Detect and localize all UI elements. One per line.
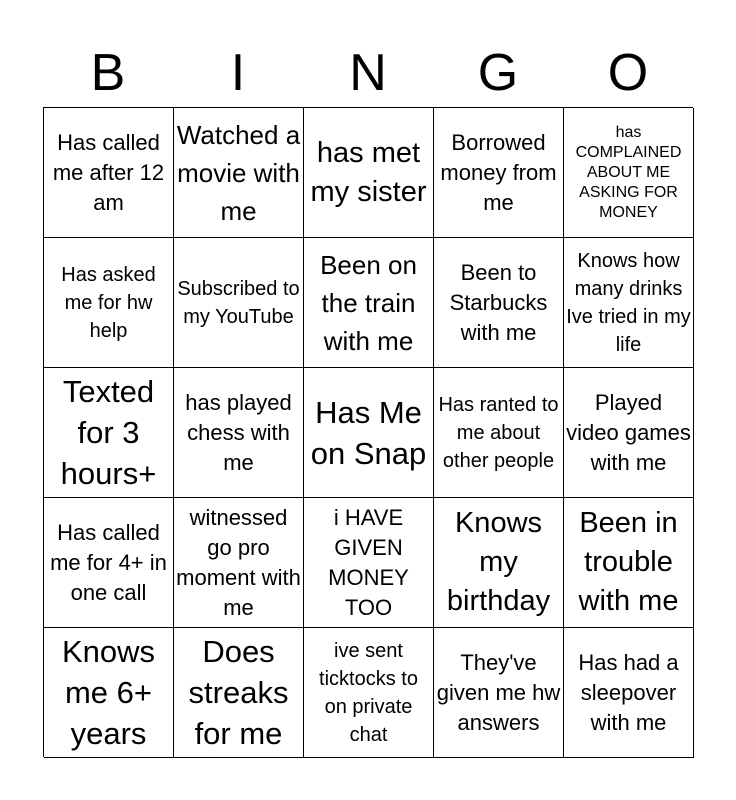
bingo-cell-text: Has Me on Snap — [310, 394, 427, 471]
bingo-cell[interactable] — [564, 108, 694, 238]
header-letter-o: O — [607, 44, 649, 102]
bingo-cell-text: Been to Starbucks with me — [449, 259, 548, 345]
bingo-cell[interactable] — [434, 238, 564, 368]
bingo-cell-text: Knows how many drinks Ive tried in my life — [566, 249, 691, 356]
bingo-cell[interactable] — [174, 108, 304, 238]
bingo-cell-text: Played video games with me — [566, 389, 691, 475]
bingo-cell[interactable] — [434, 498, 564, 628]
bingo-cell-text: Been in trouble with me — [578, 507, 679, 617]
bingo-cell-text: has COMPLAINED ABOUT ME ASKING FOR MONEY — [575, 123, 682, 221]
bingo-cell[interactable] — [174, 368, 304, 498]
bingo-cell-text: has met my sister — [310, 136, 427, 208]
bingo-cell-text: witnessed go pro moment with me — [176, 504, 301, 620]
bingo-cell[interactable] — [304, 238, 434, 368]
bingo-cell-text: Has had a sleepover with me — [578, 649, 679, 735]
bingo-cell-text: Has called me for 4+ in one call — [50, 519, 167, 605]
bingo-cell-text: Texted for 3 hours+ — [60, 374, 157, 491]
bingo-cell[interactable] — [44, 628, 174, 758]
bingo-cell[interactable] — [174, 498, 304, 628]
header-letter-g: G — [477, 44, 519, 102]
bingo-cell-text: i HAVE GIVEN MONEY TOO — [328, 504, 409, 620]
bingo-card-grid — [43, 107, 693, 757]
bingo-cell[interactable] — [174, 238, 304, 368]
bingo-cell[interactable] — [434, 108, 564, 238]
header-letter-i: I — [230, 44, 246, 102]
bingo-cell[interactable] — [564, 628, 694, 758]
bingo-cell-text: Has ranted to me about other people — [438, 393, 559, 472]
bingo-cell-text: Borrowed money from me — [440, 129, 557, 215]
bingo-cell-text: Been on the train with me — [320, 249, 417, 356]
bingo-cell[interactable] — [564, 368, 694, 498]
bingo-header — [43, 40, 693, 106]
bingo-cell-text: Knows me 6+ years — [61, 634, 156, 751]
header-letter-n: N — [349, 44, 387, 102]
bingo-cell[interactable] — [44, 108, 174, 238]
bingo-cell[interactable] — [44, 498, 174, 628]
bingo-cell-text: Does streaks for me — [188, 634, 289, 751]
bingo-cell-text: Has called me after 12 am — [52, 129, 165, 215]
bingo-cell-text: Watched a movie with me — [176, 119, 301, 226]
bingo-cell-text: ive sent ticktocks to on private chat — [319, 639, 418, 746]
bingo-cell[interactable] — [44, 238, 174, 368]
bingo-cell[interactable] — [304, 108, 434, 238]
bingo-cell-text: Knows my birthday — [446, 507, 551, 617]
bingo-cell[interactable] — [564, 238, 694, 368]
bingo-cell[interactable] — [304, 628, 434, 758]
bingo-cell-text: Has asked me for hw help — [61, 263, 156, 342]
bingo-cell[interactable] — [174, 628, 304, 758]
bingo-cell-text: has played chess with me — [185, 389, 292, 475]
header-letter-b: B — [90, 44, 126, 102]
bingo-cell[interactable] — [434, 628, 564, 758]
bingo-cell[interactable] — [304, 498, 434, 628]
bingo-cell-text: Subscribed to my YouTube — [177, 277, 300, 328]
bingo-cell[interactable] — [304, 368, 434, 498]
bingo-cell[interactable] — [564, 498, 694, 628]
bingo-cell[interactable] — [434, 368, 564, 498]
bingo-cell[interactable] — [44, 368, 174, 498]
bingo-cell-text: They've given me hw answers — [436, 649, 561, 735]
